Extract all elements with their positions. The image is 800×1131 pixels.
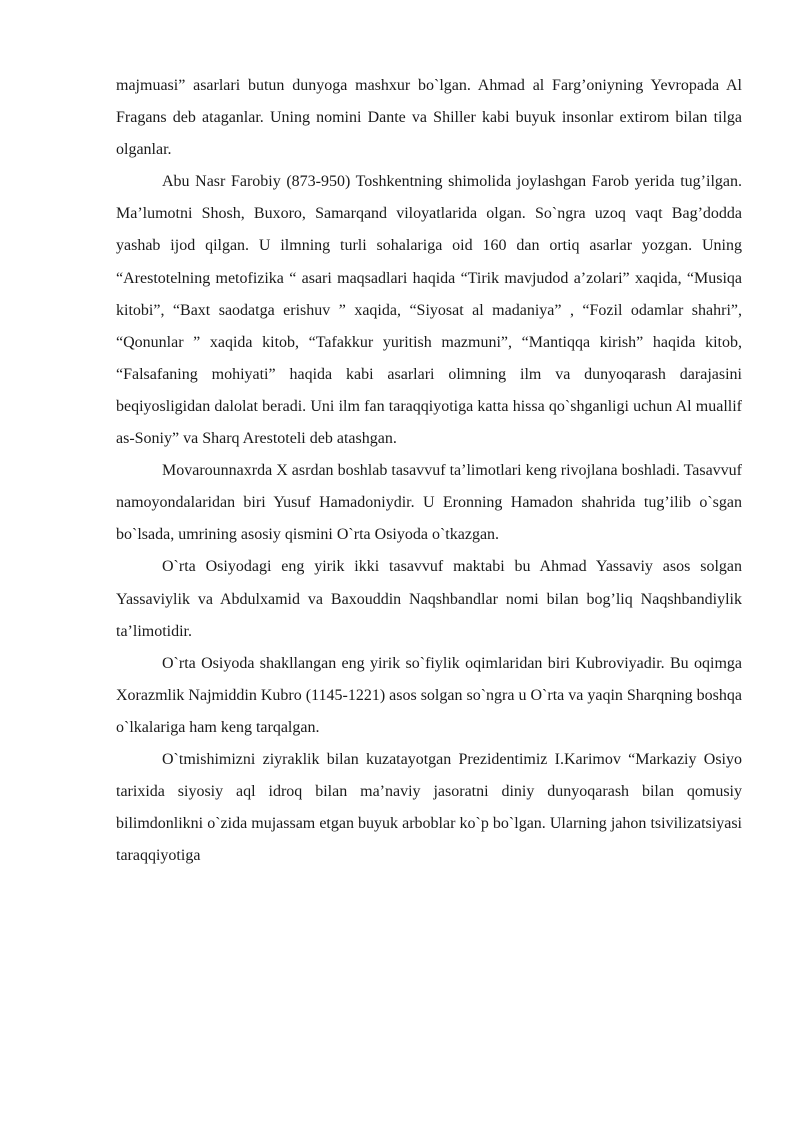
- paragraph-6: O`tmishimizni ziyraklik bilan kuzatayotgan Prezidentimiz I.Karimov “Markaziy Osiyo tarixida siyosiy aql idroq bilan ma’naviy jasoratni diniy dunyoqarash bilan qomusiy bilimdonlikni o`zida mujassam etgan buyuk arboblar ko`p bo`lgan. Ularning jahon tsivilizatsiyasi taraqqiyotiga: [116, 750, 742, 865]
- document-page: [116, 70, 742, 872]
- paragraph-1: majmuasi” asarlari butun dunyoga mashxur bo`lgan. Ahmad al Farg’oniyning Yevropada Al Fragans deb ataganlar. Uning nomini Dante va Shiller kabi buyuk insonlar extirom bilan tilga olganlar.: [116, 77, 742, 159]
- paragraph-4: O`rta Osiyodagi eng yirik ikki tasavvuf maktabi bu Ahmad Yassaviy asos solgan Yassaviylik va Abdulxamid va Baxouddin Naqshbandlar nomi bilan bog’liq Naqshbandiylik ta’limotidir.: [116, 558, 742, 640]
- paragraph-2: Abu Nasr Farobiy (873-950) Toshkentning shimolida joylashgan Farob yerida tug’ilgan. Ma’lumotni Shosh, Buxoro, Samarqand viloyatlarida olgan. So`ngra uzoq vaqt Bag’dodda yashab ijod qilgan. U ilmning turli sohalariga oid 160 dan ortiq asarlar yozgan. Uning “Arestotelning metofizika “ asari maqsadlari haqida “Tirik mavjudod a’zolari” xaqida, “Musiqa kitobi”, “Baxt saodatga erishuv ” xaqida, “Siyosat al madaniya” , “Fozil odamlar shahri”, “Qonunlar ” xaqida kitob, “Tafakkur yuritish mazmuni”, “Mantiqqa kirish” haqida kitob, “Falsafaning mohiyati” haqida kabi asarlari olimning ilm va dunyoqarash darajasini beqiyosligidan dalolat beradi. Uni ilm fan taraqqiyotiga katta hissa qo`shganligi uchun Al muallif as-Soniy” va Sharq Arestoteli deb atashgan.: [116, 173, 742, 448]
- paragraph-3: Movarounnaxrda X asrdan boshlab tasavvuf ta’limotlari keng rivojlana boshladi. Tasavvuf namoyondalaridan biri Yusuf Hamadoniydir. U Eronning Hamadon shahrida tug’ilib o`sgan bo`lsada, umrining asosiy qismini O`rta Osiyoda o`tkazgan.: [116, 462, 742, 544]
- paragraph-5: O`rta Osiyoda shakllangan eng yirik so`fiylik oqimlaridan biri Kubroviyadir. Bu oqimga Xorazmlik Najmiddin Kubro (1145-1221) asos solgan so`ngra u O`rta va yaqin Sharqning boshqa o`lkalariga ham keng tarqalgan.: [116, 654, 742, 736]
